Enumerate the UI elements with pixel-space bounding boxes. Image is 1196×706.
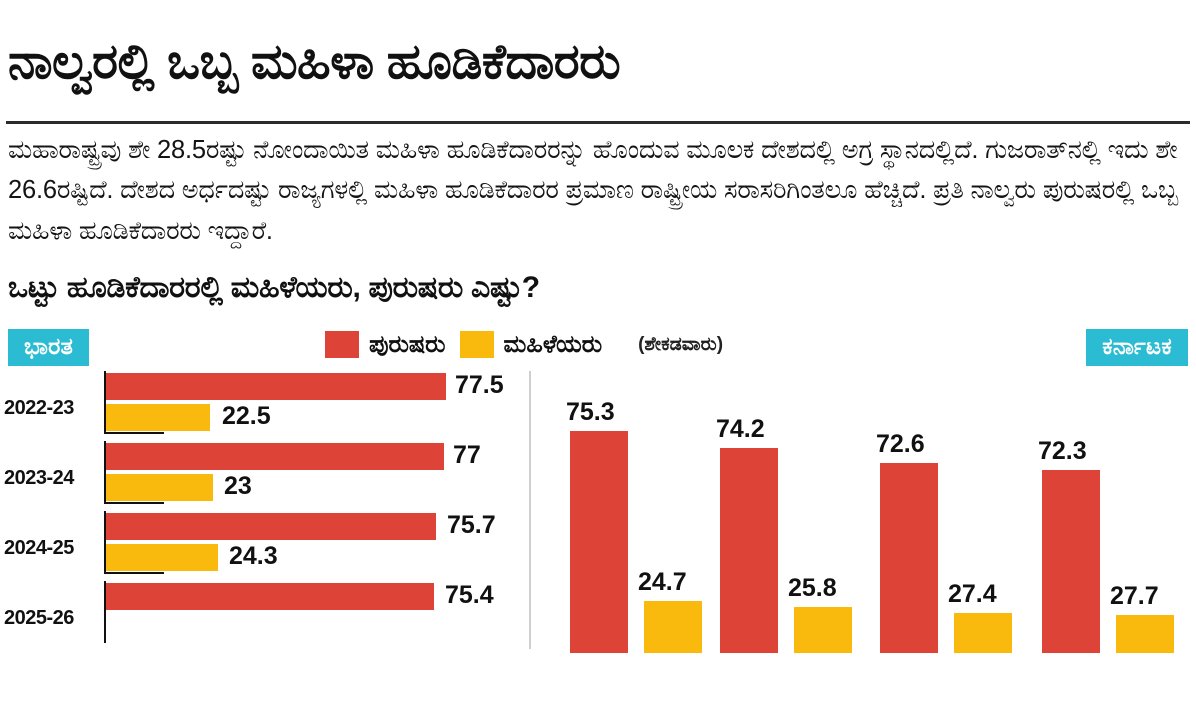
- section-subhead: ಒಟ್ಟು ಹೂಡಿಕೆದಾರರಲ್ಲಿ ಮಹಿಳೆಯರು, ಪುರುಷರು ಎಷ್ಟು?: [8, 270, 540, 304]
- tick-line: [104, 502, 164, 504]
- category-label: 2024-25: [4, 536, 74, 559]
- standfirst-paragraph: ಮಹಾರಾಷ್ಟ್ರವು ಶೇ 28.5ರಷ್ಟು ನೋಂದಾಯಿತ ಮಹಿಳಾ ಹೂಡಿಕೆದಾರರನ್ನು ಹೊಂದುವ ಮೂಲಕ ದೇಶದಲ್ಲಿ ಅಗ್ರ ಸ್ಥಾನದಲ್ಲಿದೆ. ಗುಜರಾತ್‌ನಲ್ಲಿ ಇದು ಶೇ 26.6ರಷ್ಟಿದೆ. ದೇಶದ ಅರ್ಧದಷ್ಟು ರಾಜ್ಯಗಳಲ್ಲಿ ಮಹಿಳಾ ಹೂಡಿಕೆದಾರರ ಪ್ರಮಾಣ ರಾಷ್ಟ್ರೀಯ ಸರಾಸರಿಗಿಂತಲೂ ಹೆಚ್ಚಿದೆ. ಪ್ರತಿ ನಾಲ್ವರು ಪುರುಷರಲ್ಲಿ ಒಬ್ಬ ಮಹಿಳಾ ಹೂಡಿಕೆದಾರರು ಇದ್ದಾರೆ.: [8, 136, 1178, 245]
- table-row: [0, 511, 540, 581]
- karnataka-bar-chart: [546, 371, 1196, 653]
- bar-value-male: 72.6: [876, 429, 925, 458]
- bar-value-male: 75.7: [447, 510, 496, 539]
- bar-female: [106, 474, 213, 501]
- india-bar-chart: [0, 371, 540, 653]
- chart-divider: [529, 371, 531, 649]
- legend-item-female: [460, 331, 603, 359]
- standfirst-text: [0, 124, 1196, 251]
- bar-value-female: 27.4: [948, 579, 997, 608]
- bar-male: [1042, 470, 1100, 653]
- table-row: [0, 371, 540, 441]
- category-label: 2022-23: [4, 396, 74, 419]
- bar-male: [106, 513, 436, 540]
- bar-group: [1024, 371, 1174, 653]
- karnataka-tag: ಕರ್ನಾಟಕ: [1086, 329, 1188, 366]
- india-tag: ಭಾರತ: [8, 329, 89, 366]
- bar-value-male: 77: [453, 440, 481, 469]
- page-title: ನಾಲ್ವರಲ್ಲಿ ಒಬ್ಬ ಮಹಿಳಾ ಹೂಡಿಕೆದಾರರು: [8, 34, 621, 89]
- bar-male: [720, 448, 778, 653]
- bar-value-female: 25.8: [788, 573, 837, 602]
- bar-female: [644, 601, 702, 653]
- charts-area: [0, 371, 1196, 653]
- bar-value-female: 23: [224, 471, 252, 500]
- category-label: 2025-26: [4, 606, 74, 629]
- legend-unit-note: (ಶೇಕಡವಾರು): [638, 333, 724, 355]
- table-row: [0, 581, 540, 651]
- bar-male: [880, 463, 938, 653]
- tick-line: [104, 572, 164, 574]
- bar-group: [552, 371, 702, 653]
- bar-value-female: 24.3: [229, 541, 278, 570]
- tick-line: [104, 432, 164, 434]
- bar-value-female: 22.5: [222, 401, 271, 430]
- legend-item-male: [325, 331, 446, 359]
- category-label: 2023-24: [4, 466, 74, 489]
- infographic-page: [0, 33, 1196, 706]
- bar-value-female: 24.7: [638, 567, 687, 596]
- bar-female: [794, 607, 852, 653]
- bar-group: [862, 371, 1012, 653]
- bar-female: [106, 544, 218, 571]
- bar-male: [106, 443, 444, 470]
- female-swatch-icon: [460, 331, 494, 358]
- bar-value-male: 72.3: [1038, 436, 1087, 465]
- bar-value-male: 77.5: [455, 370, 504, 399]
- bar-female: [1116, 615, 1174, 653]
- bar-female: [954, 613, 1012, 653]
- bar-value-female: 27.7: [1110, 581, 1159, 610]
- table-row: [0, 441, 540, 511]
- bar-group: [702, 371, 852, 653]
- bar-value-male: 74.2: [716, 414, 765, 443]
- chart-legend-row: [0, 323, 1196, 369]
- bar-male: [570, 431, 628, 653]
- male-swatch-icon: [325, 331, 359, 358]
- bar-male: [106, 583, 434, 610]
- legend-items: [325, 331, 723, 359]
- legend-label-female: ಮಹಿಳೆಯರು: [503, 330, 603, 358]
- bar-female: [106, 404, 210, 431]
- bar-male: [106, 373, 446, 400]
- bar-value-male: 75.4: [445, 580, 494, 609]
- bar-value-male: 75.3: [566, 397, 615, 426]
- legend-label-male: ಪುರುಷರು: [369, 330, 446, 358]
